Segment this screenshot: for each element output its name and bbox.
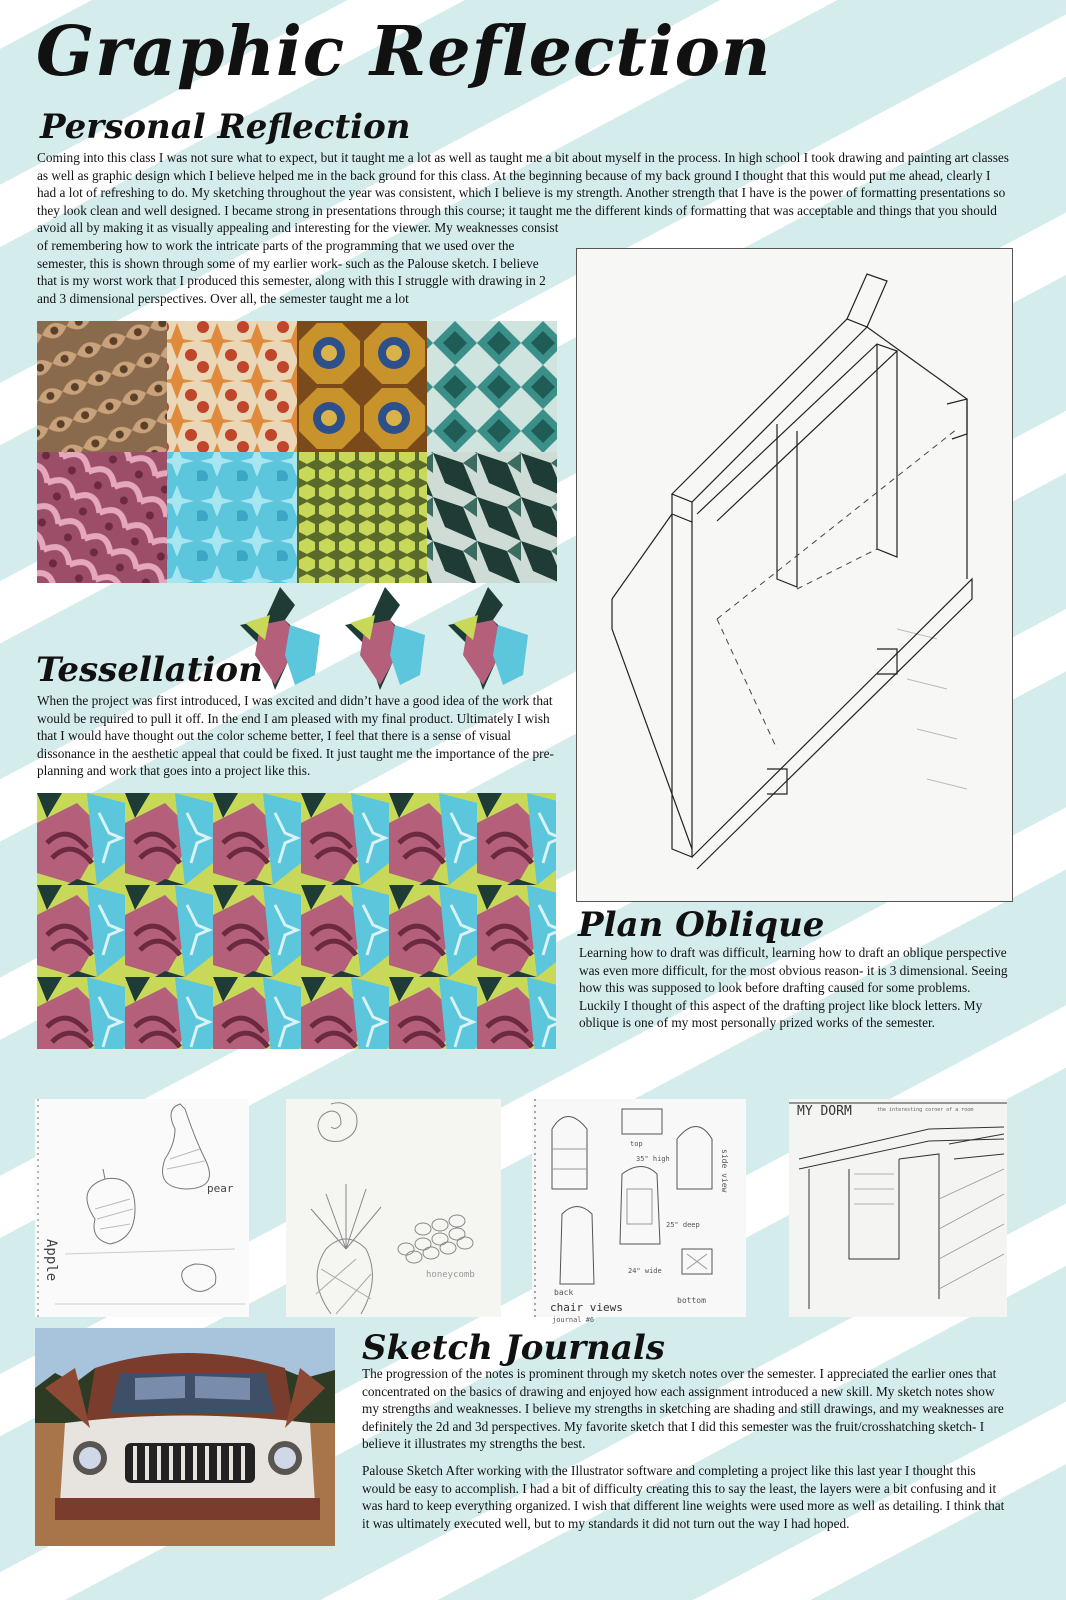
tessellation-pattern [37, 793, 556, 1049]
back-label: back [554, 1288, 574, 1297]
bottom-label: bottom [677, 1296, 706, 1305]
apple-label: Apple [43, 1239, 59, 1282]
fruit-sketch [35, 1099, 249, 1317]
honeycomb-label: honeycomb [426, 1270, 475, 1280]
chair-views-sketch [532, 1099, 746, 1324]
side-view-label: side view [720, 1149, 729, 1193]
top-label: top [630, 1140, 643, 1148]
dorm-subtitle: the interesting corner of a room [877, 1107, 974, 1113]
plan-oblique-drawing [576, 248, 1013, 902]
sketch-journals-heading: Sketch Journals [362, 1328, 665, 1368]
personal-reflection-text: Coming into this class I was not sure what to expect, but it taught me a lot as well as taught me a bit about myself in the process. In high school I took drawing and painting art classes as well as graphic design which I believe helped me in the back ground for this class. At the beginning because of my back ground I thought that this would put me ahead, clearly I had a lot of refreshing to do. My sketching throughout the year was consistent, which I believe is my strength. Another strength that I have is the power of formatting presentations so they look clean and well designed. I became strong in presentations through this course; it taught me the different kinds of formatting that was acceptable and things that you should avoid all by making it as visually appealing and interesting for the viewer. My weaknesses consist [37, 150, 1009, 236]
personal-reflection-text-continued: of remembering how to work the intricate parts of the programming that we used over the semester, this is shown through some of my earlier work- such as the Palouse sketch. I believe that is my worst work that I produced this semester, along with this I struggle with drawing in 2 and 3 dimensional perspectives. Over all, the semester taught me a lot [37, 238, 546, 306]
journal-label: journal #6 [552, 1316, 595, 1324]
texture-collage [37, 321, 557, 583]
plan-oblique-heading: Plan Oblique [578, 905, 825, 945]
tessellation-motifs [240, 585, 560, 695]
width-label: 24" wide [628, 1267, 662, 1275]
palouse-illustration [35, 1328, 335, 1546]
page-title: Graphic Reflection [36, 12, 772, 92]
chair-views-label: chair views [550, 1301, 623, 1314]
pineapple-sketch [286, 1099, 501, 1317]
tessellation-text: When the project was first introduced, I was excited and didn’t have a good idea of the work that would be required to pull it off. In the end I am pleased with my final product. Ultimately I wish that I would have thought out the color scheme better, I feel that there is a sense of visual dissonance in the aesthetic appeal that could be fixed. It just taught me the importance of the pre-planning and work that goes into a project like this. [37, 693, 554, 779]
sketch-journals-text: The progression of the notes is prominent through my sketch notes over the semester. I appreciated the earlier ones that concentrated on the basics of drawing and enjoyed how each assignment introduced a new skill. My sketch notes show my strengths and weaknesses. I believe my strengths in sketching are shading and still drawings, and my weaknesses are definitely the 2d and 3d perspectives. My favorite sketch that I did this semester was the fruit/crosshatching sketch- I believe it illustrates my strengths the best. [362, 1366, 1004, 1452]
tessellation-heading: Tessellation [36, 650, 263, 690]
depth-label: 25" deep [666, 1221, 700, 1229]
pear-label: pear [207, 1182, 234, 1195]
my-dorm-label: MY DORM [797, 1104, 852, 1119]
palouse-sketch-text: Palouse Sketch After working with the Illustrator software and completing a project like this last year I thought this would be easy to accomplish. I had a bit of difficulty creating this to say the least, the layers were a bit confusing and it was hard to keep everything organized. I wish that different line weights were used more as well as detailing. I think that it was ultimately executed well, but to my standards it did not turn out the way I had hoped. [362, 1463, 1005, 1531]
plan-oblique-text: Learning how to draft was difficult, learning how to draft an oblique perspective was even more difficult, for the most obvious reason- it is 3 dimensional. Seeing how this was supposed to look before drafting caused for some problems. Luckily I thought of this aspect of the drafting project like block letters. My oblique is one of my most personally prized works of the semester. [579, 945, 1008, 1031]
personal-reflection-heading: Personal Reflection [40, 107, 411, 147]
height-label: 35" high [636, 1155, 670, 1163]
dorm-sketch [789, 1099, 1007, 1317]
